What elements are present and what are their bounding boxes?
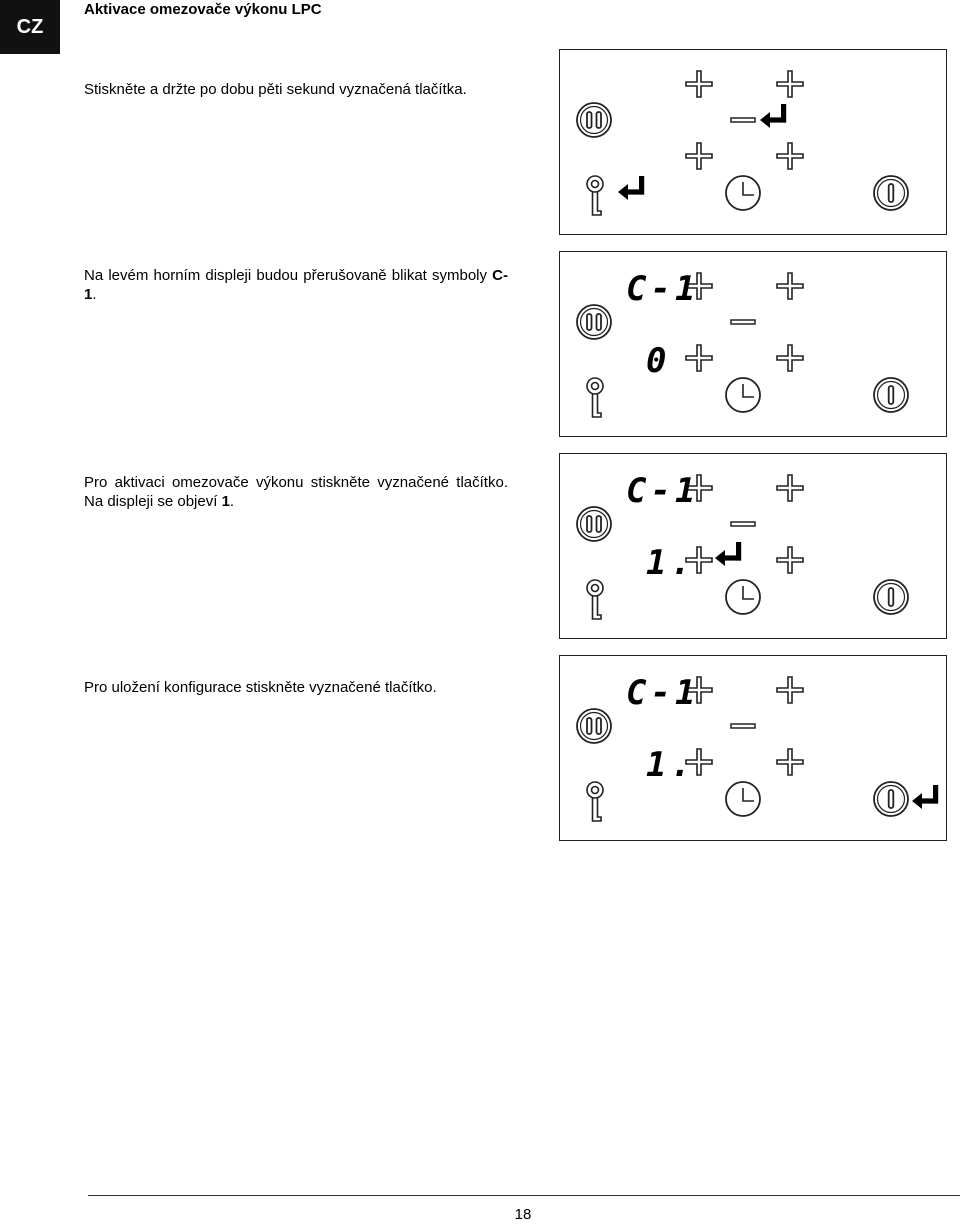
minus-button-icon[interactable] <box>731 522 755 526</box>
control-panel-step-3 <box>559 453 947 639</box>
plus-button-icon[interactable] <box>777 345 803 371</box>
seven-segment-display: C-1 <box>626 673 700 713</box>
clock-timer-icon[interactable] <box>726 176 760 210</box>
clock-timer-icon[interactable] <box>726 580 760 614</box>
power-button-icon[interactable] <box>874 580 908 614</box>
step-2-text-bold: C-1 <box>84 267 508 303</box>
plus-button-icon[interactable] <box>777 677 803 703</box>
footer-divider <box>88 1195 960 1196</box>
pause-button-icon[interactable] <box>577 103 611 137</box>
step-2-text-main: Na levém horním displeji budou přerušovaně blikat symboly <box>84 267 493 284</box>
power-button-icon[interactable] <box>874 782 908 816</box>
minus-button-icon[interactable] <box>731 724 755 728</box>
step-3-text-main: Pro aktivaci omezovače výkonu stiskněte vyznačené tlačítko. Na displeji se objeví <box>84 474 508 510</box>
step-1-text-main: Stiskněte a držte po dobu pěti sekund vyznačená tlačítka. <box>84 81 467 98</box>
plus-button-icon[interactable] <box>777 547 803 573</box>
step-3-text-after: . <box>229 493 235 510</box>
press-arrow-icon <box>618 176 644 200</box>
plus-button-icon[interactable] <box>777 475 803 501</box>
seven-segment-display: C-1 <box>626 269 700 309</box>
press-arrow-icon <box>760 104 786 128</box>
press-arrow-icon <box>715 542 741 566</box>
page-title: Aktivace omezovače výkonu LPC <box>84 1 322 18</box>
pause-button-icon[interactable] <box>577 305 611 339</box>
seven-segment-display: 1. <box>646 543 695 583</box>
seven-segment-display: C-1 <box>626 471 700 511</box>
step-2-text-after: . <box>92 286 97 303</box>
plus-button-icon[interactable] <box>686 345 712 371</box>
power-button-icon[interactable] <box>874 378 908 412</box>
panel-drawing-2 <box>560 252 948 438</box>
step-4-text-main: Pro uložení konfigurace stiskněte vyznačené tlačítko. <box>84 679 437 696</box>
power-button-icon[interactable] <box>874 176 908 210</box>
plus-button-icon[interactable] <box>777 273 803 299</box>
step-3-text-bold: 1 <box>221 493 230 510</box>
panel-drawing-3 <box>560 454 948 640</box>
control-panel-step-4 <box>559 655 947 841</box>
step-1-text <box>84 80 508 99</box>
step-4-text <box>84 678 544 697</box>
plus-button-icon[interactable] <box>686 71 712 97</box>
key-lock-icon[interactable] <box>587 782 603 821</box>
seven-segment-display: 0 <box>646 341 671 381</box>
plus-button-icon[interactable] <box>777 749 803 775</box>
pause-button-icon[interactable] <box>577 507 611 541</box>
panel-drawing-1 <box>560 50 948 236</box>
clock-timer-icon[interactable] <box>726 782 760 816</box>
pause-button-icon[interactable] <box>577 709 611 743</box>
clock-timer-icon[interactable] <box>726 378 760 412</box>
press-arrow-icon <box>912 785 938 809</box>
page-number: 18 <box>514 1206 532 1223</box>
step-2-text <box>84 266 508 304</box>
language-tab: CZ <box>0 0 60 54</box>
key-lock-icon[interactable] <box>587 176 603 215</box>
plus-button-icon[interactable] <box>777 143 803 169</box>
key-lock-icon[interactable] <box>587 378 603 417</box>
control-panel-step-2 <box>559 251 947 437</box>
minus-button-icon[interactable] <box>731 320 755 324</box>
panel-drawing-4 <box>560 656 948 842</box>
step-3-text <box>84 473 508 511</box>
seven-segment-display: 1. <box>646 745 695 785</box>
plus-button-icon[interactable] <box>686 143 712 169</box>
key-lock-icon[interactable] <box>587 580 603 619</box>
control-panel-step-1 <box>559 49 947 235</box>
plus-button-icon[interactable] <box>777 71 803 97</box>
minus-button-icon[interactable] <box>731 118 755 122</box>
